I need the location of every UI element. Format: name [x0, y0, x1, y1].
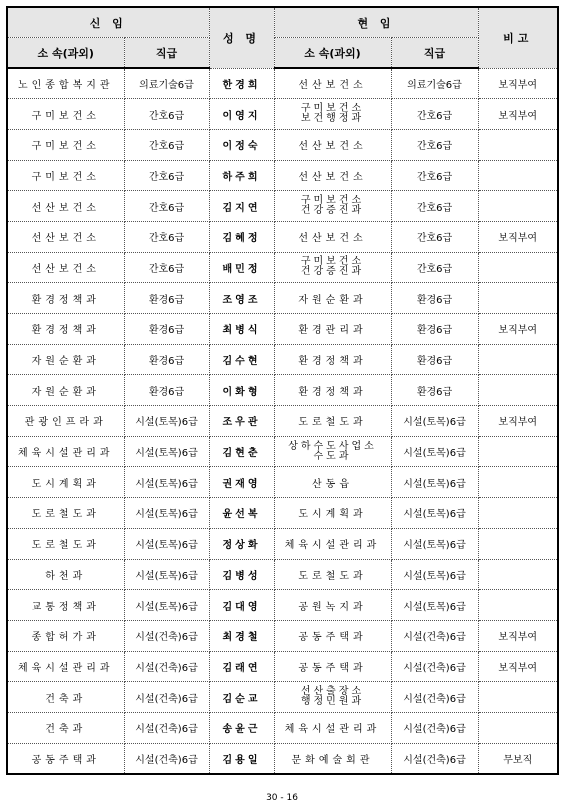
from-department-cell: 환경정책과 [7, 283, 124, 314]
note-cell [478, 283, 558, 314]
from-department-cell: 구미보건소 [7, 160, 124, 191]
to-department-cell: 선산보건소 [274, 68, 391, 99]
note-cell [478, 252, 558, 283]
from-grade-cell: 의료기술6급 [124, 68, 209, 99]
person-name-cell: 이영지 [209, 99, 274, 130]
from-grade-cell: 환경6급 [124, 314, 209, 345]
from-department-cell: 건축과 [7, 712, 124, 743]
from-department-cell: 선산보건소 [7, 252, 124, 283]
note-cell: 보직부여 [478, 68, 558, 99]
to-grade-cell: 시설(토목)6급 [391, 498, 478, 529]
to-department-cell: 구미보건소 건강증진과 [274, 191, 391, 222]
from-department-cell: 교통정책과 [7, 590, 124, 621]
note-cell [478, 436, 558, 467]
header-to-affiliation: 소 속(과외) [274, 38, 391, 69]
note-cell [478, 129, 558, 160]
person-name-cell: 이정숙 [209, 129, 274, 160]
to-department-cell: 환경관리과 [274, 314, 391, 345]
to-grade-cell: 시설(건축)6급 [391, 620, 478, 651]
person-name-cell: 김지연 [209, 191, 274, 222]
from-grade-cell: 환경6급 [124, 283, 209, 314]
to-grade-cell: 시설(토목)6급 [391, 436, 478, 467]
table-row [7, 498, 558, 529]
person-name-cell: 송윤근 [209, 712, 274, 743]
note-cell [478, 344, 558, 375]
to-department-cell: 산동읍 [274, 467, 391, 498]
table-row [7, 191, 558, 222]
to-department-cell: 공동주택과 [274, 651, 391, 682]
from-department-cell: 관광인프라과 [7, 406, 124, 437]
from-grade-cell: 환경6급 [124, 375, 209, 406]
from-department-cell: 자원순환과 [7, 375, 124, 406]
person-name-cell: 김혜정 [209, 221, 274, 252]
to-grade-cell: 환경6급 [391, 314, 478, 345]
table-row [7, 344, 558, 375]
note-cell: 보직부여 [478, 314, 558, 345]
person-name-cell: 권재영 [209, 467, 274, 498]
table-row [7, 712, 558, 743]
from-department-cell: 구미보건소 [7, 99, 124, 130]
to-department-cell: 상하수도사업소 수도과 [274, 436, 391, 467]
page-number: 30 - 16 [266, 793, 298, 803]
to-grade-cell: 환경6급 [391, 375, 478, 406]
from-grade-cell: 시설(토목)6급 [124, 498, 209, 529]
to-department-cell: 도로철도과 [274, 559, 391, 590]
person-name-cell: 김순교 [209, 682, 274, 713]
from-grade-cell: 시설(건축)6급 [124, 712, 209, 743]
header-before: 신 임 [7, 7, 209, 38]
to-grade-cell: 간호6급 [391, 99, 478, 130]
table-row [7, 283, 558, 314]
table-row [7, 559, 558, 590]
table-row [7, 99, 558, 130]
note-cell: 보직부여 [478, 99, 558, 130]
to-department-cell: 선산보건소 [274, 129, 391, 160]
to-department-cell: 자원순환과 [274, 283, 391, 314]
person-name-cell: 배민정 [209, 252, 274, 283]
to-department-cell: 공원녹지과 [274, 590, 391, 621]
from-grade-cell: 시설(건축)6급 [124, 743, 209, 774]
person-name-cell: 조우관 [209, 406, 274, 437]
person-name-cell: 조영조 [209, 283, 274, 314]
from-grade-cell: 시설(토목)6급 [124, 467, 209, 498]
to-grade-cell: 시설(토목)6급 [391, 528, 478, 559]
person-name-cell: 김수현 [209, 344, 274, 375]
to-department-cell: 선산출장소 행정민원과 [274, 682, 391, 713]
note-cell [478, 160, 558, 191]
header-current: 현 임 [274, 7, 478, 38]
to-grade-cell: 간호6급 [391, 252, 478, 283]
table-row [7, 467, 558, 498]
from-grade-cell: 시설(토목)6급 [124, 590, 209, 621]
from-department-cell: 체육시설관리과 [7, 436, 124, 467]
note-cell [478, 682, 558, 713]
to-grade-cell: 간호6급 [391, 191, 478, 222]
to-department-cell: 환경정책과 [274, 344, 391, 375]
person-name-cell: 김용일 [209, 743, 274, 774]
to-department-cell: 구미보건소 보건행정과 [274, 99, 391, 130]
to-grade-cell: 간호6급 [391, 221, 478, 252]
table-row [7, 160, 558, 191]
note-cell: 보직부여 [478, 406, 558, 437]
from-department-cell: 노인종합복지관 [7, 68, 124, 99]
from-department-cell: 선산보건소 [7, 191, 124, 222]
to-grade-cell: 시설(건축)6급 [391, 651, 478, 682]
to-grade-cell: 시설(토목)6급 [391, 406, 478, 437]
person-name-cell: 윤선복 [209, 498, 274, 529]
header-from-affiliation: 소 속(과외) [7, 38, 124, 69]
to-grade-cell: 환경6급 [391, 283, 478, 314]
from-grade-cell: 시설(건축)6급 [124, 620, 209, 651]
from-grade-cell: 간호6급 [124, 160, 209, 191]
from-department-cell: 건축과 [7, 682, 124, 713]
person-name-cell: 이화형 [209, 375, 274, 406]
table-row [7, 314, 558, 345]
table-row [7, 375, 558, 406]
header-from-grade: 직급 [124, 38, 209, 69]
from-department-cell: 구미보건소 [7, 129, 124, 160]
table-body [7, 68, 558, 774]
note-cell: 무보직 [478, 743, 558, 774]
header-to-grade: 직급 [391, 38, 478, 69]
table-row [7, 743, 558, 774]
note-cell [478, 712, 558, 743]
from-department-cell: 도로철도과 [7, 498, 124, 529]
to-department-cell: 도로철도과 [274, 406, 391, 437]
from-department-cell: 환경정책과 [7, 314, 124, 345]
from-grade-cell: 시설(토목)6급 [124, 436, 209, 467]
to-department-cell: 체육시설관리과 [274, 712, 391, 743]
to-grade-cell: 의료기술6급 [391, 68, 478, 99]
from-department-cell: 종합허가과 [7, 620, 124, 651]
to-grade-cell: 시설(건축)6급 [391, 743, 478, 774]
person-name-cell: 한경희 [209, 68, 274, 99]
to-department-cell: 구미보건소 건강증진과 [274, 252, 391, 283]
person-name-cell: 최경철 [209, 620, 274, 651]
person-name-cell: 최병식 [209, 314, 274, 345]
note-cell [478, 467, 558, 498]
to-grade-cell: 시설(건축)6급 [391, 712, 478, 743]
table-row [7, 682, 558, 713]
from-department-cell: 자원순환과 [7, 344, 124, 375]
to-department-cell: 도시계획과 [274, 498, 391, 529]
person-name-cell: 김현춘 [209, 436, 274, 467]
note-cell [478, 375, 558, 406]
from-grade-cell: 간호6급 [124, 221, 209, 252]
table-row [7, 528, 558, 559]
person-name-cell: 김병성 [209, 559, 274, 590]
to-department-cell: 문화예술회관 [274, 743, 391, 774]
table-row [7, 406, 558, 437]
from-grade-cell: 시설(건축)6급 [124, 682, 209, 713]
note-cell: 보직부여 [478, 620, 558, 651]
note-cell [478, 528, 558, 559]
table-row [7, 252, 558, 283]
from-department-cell: 도로철도과 [7, 528, 124, 559]
to-department-cell: 공동주택과 [274, 620, 391, 651]
header-note: 비고 [478, 7, 558, 68]
personnel-table [6, 6, 559, 775]
note-cell [478, 590, 558, 621]
from-grade-cell: 간호6급 [124, 99, 209, 130]
from-department-cell: 도시계획과 [7, 467, 124, 498]
note-cell: 보직부여 [478, 651, 558, 682]
from-department-cell: 공동주택과 [7, 743, 124, 774]
person-name-cell: 김래연 [209, 651, 274, 682]
to-department-cell: 체육시설관리과 [274, 528, 391, 559]
to-grade-cell: 환경6급 [391, 344, 478, 375]
to-department-cell: 선산보건소 [274, 160, 391, 191]
table-row [7, 651, 558, 682]
to-department-cell: 환경정책과 [274, 375, 391, 406]
from-grade-cell: 시설(토목)6급 [124, 559, 209, 590]
note-cell [478, 498, 558, 529]
from-grade-cell: 시설(토목)6급 [124, 406, 209, 437]
person-name-cell: 하주희 [209, 160, 274, 191]
table-row [7, 221, 558, 252]
note-cell [478, 191, 558, 222]
from-grade-cell: 시설(토목)6급 [124, 528, 209, 559]
to-grade-cell: 시설(토목)6급 [391, 467, 478, 498]
table-row [7, 129, 558, 160]
from-grade-cell: 간호6급 [124, 129, 209, 160]
person-name-cell: 김대영 [209, 590, 274, 621]
to-grade-cell: 시설(토목)6급 [391, 559, 478, 590]
to-grade-cell: 시설(토목)6급 [391, 590, 478, 621]
to-department-cell: 선산보건소 [274, 221, 391, 252]
note-cell [478, 559, 558, 590]
from-grade-cell: 시설(건축)6급 [124, 651, 209, 682]
header-name: 성 명 [209, 7, 274, 68]
table-row [7, 590, 558, 621]
to-grade-cell: 시설(건축)6급 [391, 682, 478, 713]
from-department-cell: 체육시설관리과 [7, 651, 124, 682]
from-department-cell: 하천과 [7, 559, 124, 590]
table-row [7, 436, 558, 467]
from-grade-cell: 간호6급 [124, 191, 209, 222]
from-grade-cell: 환경6급 [124, 344, 209, 375]
note-cell: 보직부여 [478, 221, 558, 252]
to-grade-cell: 간호6급 [391, 129, 478, 160]
table-row [7, 620, 558, 651]
from-grade-cell: 간호6급 [124, 252, 209, 283]
from-department-cell: 선산보건소 [7, 221, 124, 252]
to-grade-cell: 간호6급 [391, 160, 478, 191]
person-name-cell: 정상화 [209, 528, 274, 559]
table-row [7, 68, 558, 99]
